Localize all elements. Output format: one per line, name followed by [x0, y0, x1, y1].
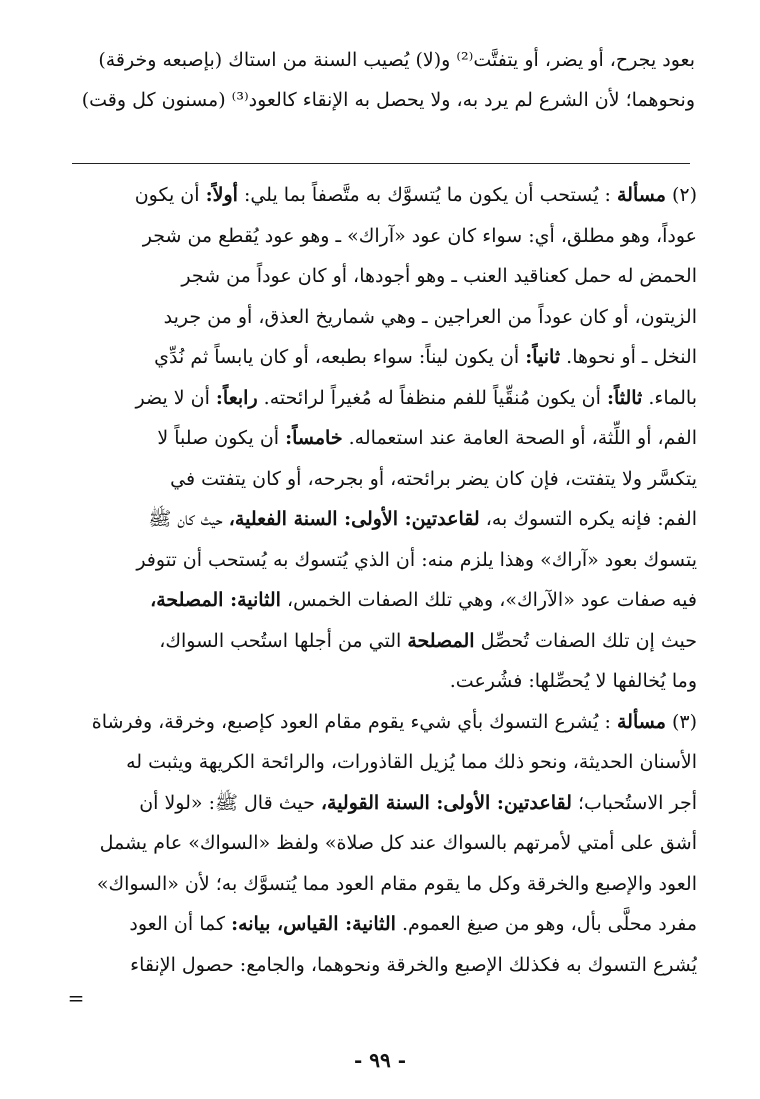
footnote-2-line: الزيتون، أو كان عوداً من العراجين ـ وهي شماريخ العذق، أو من جريد — [163, 305, 697, 328]
continuation-mark: = — [67, 986, 85, 1010]
footnotes — [72, 175, 697, 985]
main-text-line: بعود يجرح، أو يضر، أو يتفتَّت⁽²⁾ و(لا) يُصيب السنة من استاك (بإصبعه وخرقة) — [98, 49, 695, 71]
main-text-line: ونحوهما؛ لأن الشرع لم يرد به، ولا يحصل به الإنقاء كالعود⁽³⁾ (مسنون كل وقت) — [81, 89, 695, 111]
footnote-3-line: مفرد محلَّى بأل، وهو من صيغ العموم. الثانية: القياس، بيانه: كما أن العود — [129, 913, 697, 935]
footnote-3-line: يُشرع التسوك به فكذلك الإصبع والخرقة ونحوهما، والجامع: حصول الإنقاء — [130, 953, 697, 976]
footnote-3-line: (٣) مسألة : يُشرع التسوك بأي شيء يقوم مقام العود كإصبع، وخرقة، وفرشاة — [91, 710, 697, 733]
rule-label: لقاعدتين: الأولى: السنة الفعلية، — [228, 508, 480, 530]
point-label: ثالثاً: — [606, 386, 643, 409]
footnote-2-line: فيه صفات عود «الآراك»، وهي تلك الصفات الخمس، الثانية: المصلحة، — [150, 589, 697, 611]
footnote-3-line: العود والإصبع والخرقة وكل ما يقوم مقام العود مما يُتسوَّك به؛ لأن «السواك» — [96, 872, 697, 895]
footnote-3-line: أشق على أمتي لأمرتهم بالسواك عند كل صلاة» ولفظ «السواك» عام يشمل — [99, 832, 697, 854]
footnote-number: (٢) — [671, 184, 697, 206]
footnote-2-line: (٢) مسألة : يُستحب أن يكون ما يُتسوَّك به متَّصفاً بما يلي: أولاً: أن يكون — [134, 184, 697, 206]
footnote-divider — [72, 163, 690, 164]
footnote-2-line: يتكسَّر ولا يتفتت، فإن كان يضر برائحته، أو بجرحه، أو كان يتفتت في — [170, 467, 697, 490]
footnote-2-line: وما يُخالفها لا يُحصِّلها: فشُرعت. — [449, 670, 697, 692]
footnote-2-line: النخل ـ أو نحوها. ثانياً: أن يكون ليناً: سواء بطبعه، أو كان يابساً ثم نُدِّي — [154, 346, 697, 368]
footnote-2-line: عوداً، وهو مطلق، أي: سواء كان عود «آراك» ـ وهو عود يُقطع من شجر — [142, 224, 697, 247]
rule-label: المصلحة — [407, 629, 475, 652]
main-text — [70, 40, 695, 120]
footnote-2-line: الفم، أو اللِّثة، أو الصحة العامة عند استعماله. خامساً: أن يكون صلباً لا — [157, 427, 697, 449]
point-label: ثانياً: — [525, 346, 561, 368]
rule-label: لقاعدتين: الأولى: السنة القولية، — [320, 791, 572, 814]
rule-label: الثانية: القياس، بيانه: — [231, 913, 396, 935]
footnote-number: (٣) — [671, 710, 697, 733]
question-label: مسألة — [616, 184, 666, 206]
footnote-2-line: بالماء. ثالثاً: أن يكون مُنقِّياً للفم منظفاً له مُغيراً لرائحته. رابعاً: أن لا يضر — [135, 386, 697, 409]
point-label: أولاً: — [205, 184, 238, 206]
footnote-2-line: يتسوك بعود «آراك» وهذا يلزم منه: أن الذي يُتسوك به يُستحب أن تتوفر — [136, 548, 697, 571]
point-label: رابعاً: — [215, 386, 258, 409]
point-label: خامساً: — [285, 427, 343, 449]
question-label: مسألة — [616, 710, 666, 733]
footnote-3-line: أجر الاستُحباب؛ لقاعدتين: الأولى: السنة القولية، حيث قال ﷺ: «لولا أن — [139, 791, 697, 814]
page-number: - ٩٩ - — [353, 1048, 406, 1072]
rule-label: الثانية: المصلحة، — [150, 589, 281, 611]
footnote-2-line: حيث إن تلك الصفات تُحصِّل المصلحة التي من أجلها استُحب السواك، — [159, 629, 697, 652]
footnote-3-line: الأسنان الحديثة، ونحو ذلك مما يُزيل القاذورات، والرائحة الكريهة ويثبت له — [126, 751, 697, 773]
footnote-2-line: الحمض له حمل كعناقيد العنب ـ وهو أجودها، أو كان عوداً من شجر — [181, 265, 697, 287]
footnote-2-line: الفم: فإنه يكره التسوك به، لقاعدتين: الأولى: السنة الفعلية، حيث كان ﷺ — [148, 508, 697, 530]
